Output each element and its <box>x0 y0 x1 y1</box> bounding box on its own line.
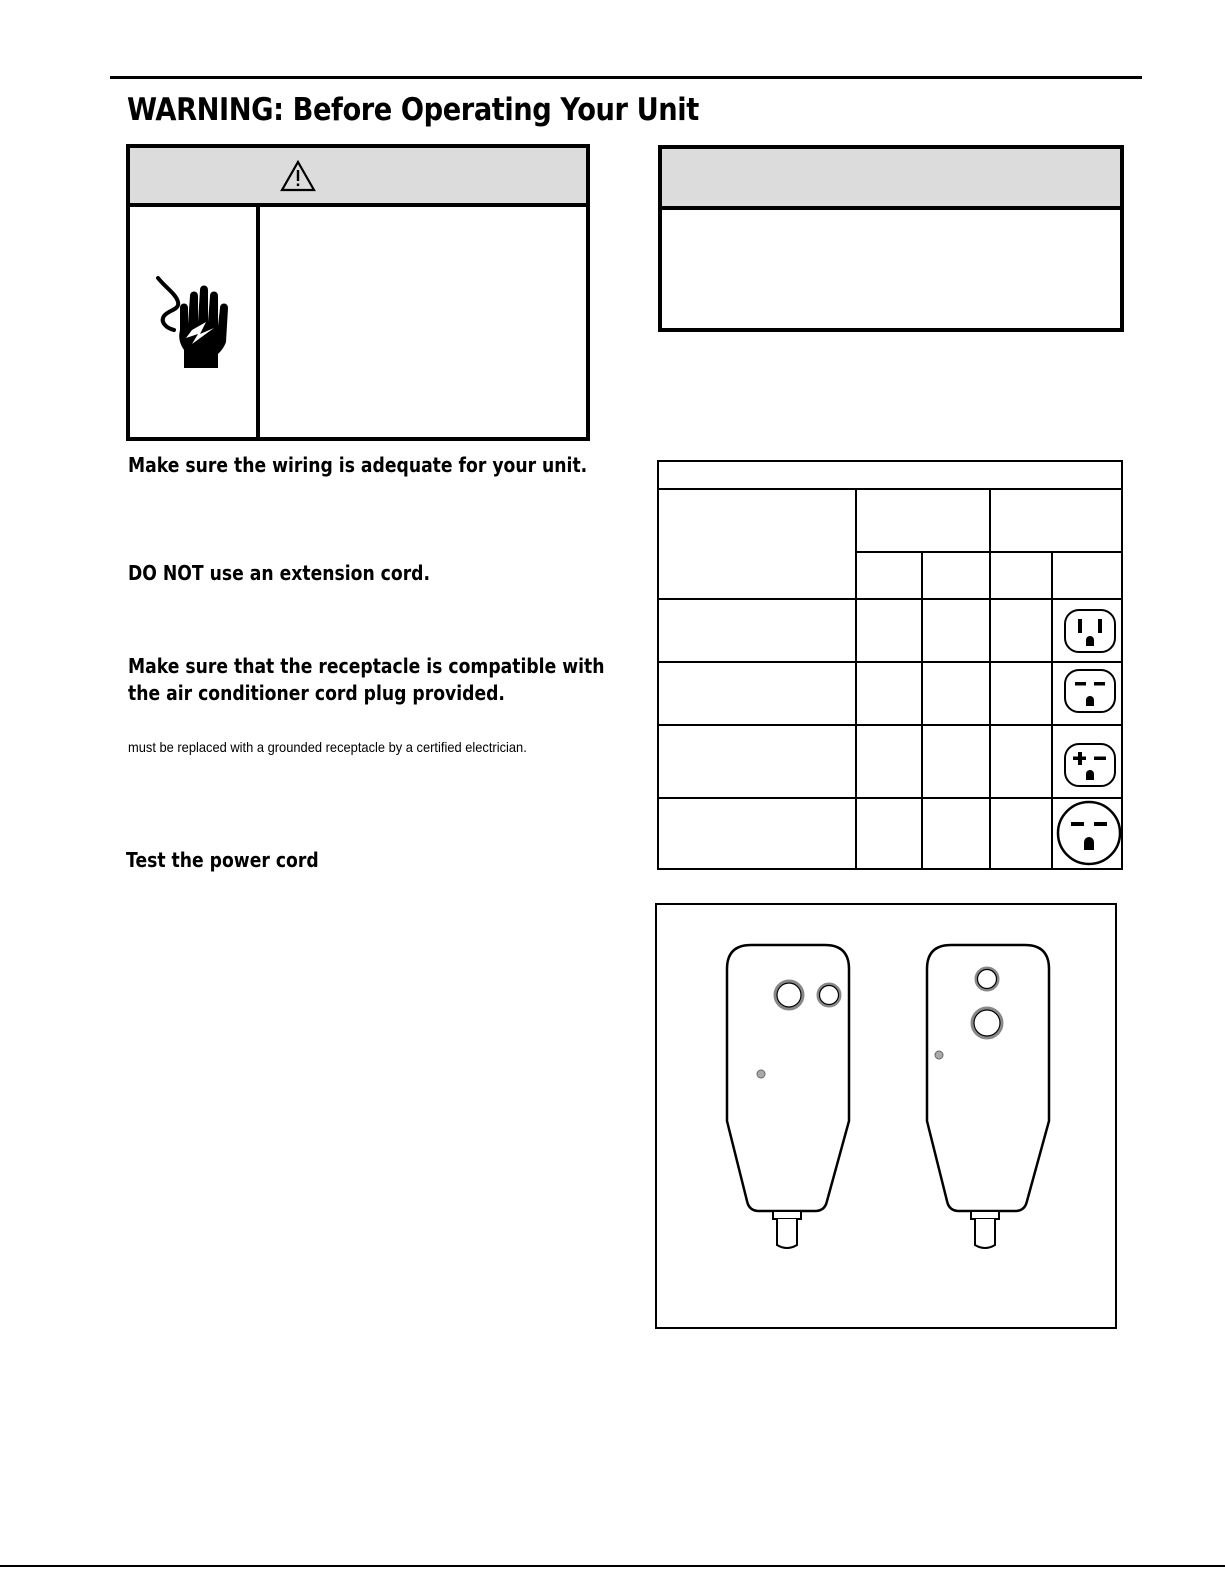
notice-box <box>658 145 1124 332</box>
receptacle-table <box>657 460 1123 870</box>
warning-box-header <box>130 148 586 207</box>
extension-cord-rest: use an extension cord. <box>203 561 431 585</box>
extension-cord-heading <box>128 561 430 585</box>
receptacle-heading-line2: the air conditioner cord plug provided. <box>128 681 505 705</box>
table-rule <box>921 551 923 868</box>
table-rule <box>855 488 857 868</box>
wiring-heading: Make sure the wiring is adequate for your unit. <box>128 453 588 477</box>
table-rule <box>659 488 1121 490</box>
power-cord-plug-left <box>721 941 853 1251</box>
warning-box <box>126 144 590 441</box>
receptacle-30a-icon <box>1055 800 1123 866</box>
grounded-receptacle-note: must be replaced with a grounded receptacle by a certified electrician. <box>128 739 527 755</box>
receptacle-15a-icon <box>1063 608 1117 654</box>
page-title: WARNING: Before Operating Your Unit <box>127 92 699 128</box>
notice-box-header <box>662 149 1120 210</box>
table-rule <box>1051 551 1053 868</box>
extension-cord-bold: DO NOT <box>128 561 204 585</box>
power-cord-plugs-figure <box>655 903 1117 1329</box>
test-power-cord-heading: Test the power cord <box>126 848 319 872</box>
table-rule <box>989 488 991 868</box>
power-cord-plug-right <box>921 941 1053 1251</box>
receptacle-20a-icon <box>1063 668 1117 714</box>
bottom-rule <box>0 1565 1225 1567</box>
receptacle-20a-t-icon <box>1063 742 1117 788</box>
table-rule <box>855 551 1121 553</box>
electric-shock-hand-icon <box>152 272 232 372</box>
warning-box-divider <box>256 207 260 441</box>
warning-triangle-icon <box>280 160 316 192</box>
top-rule <box>110 76 1142 79</box>
receptacle-heading-line1: Make sure that the receptacle is compatible with <box>128 654 605 678</box>
